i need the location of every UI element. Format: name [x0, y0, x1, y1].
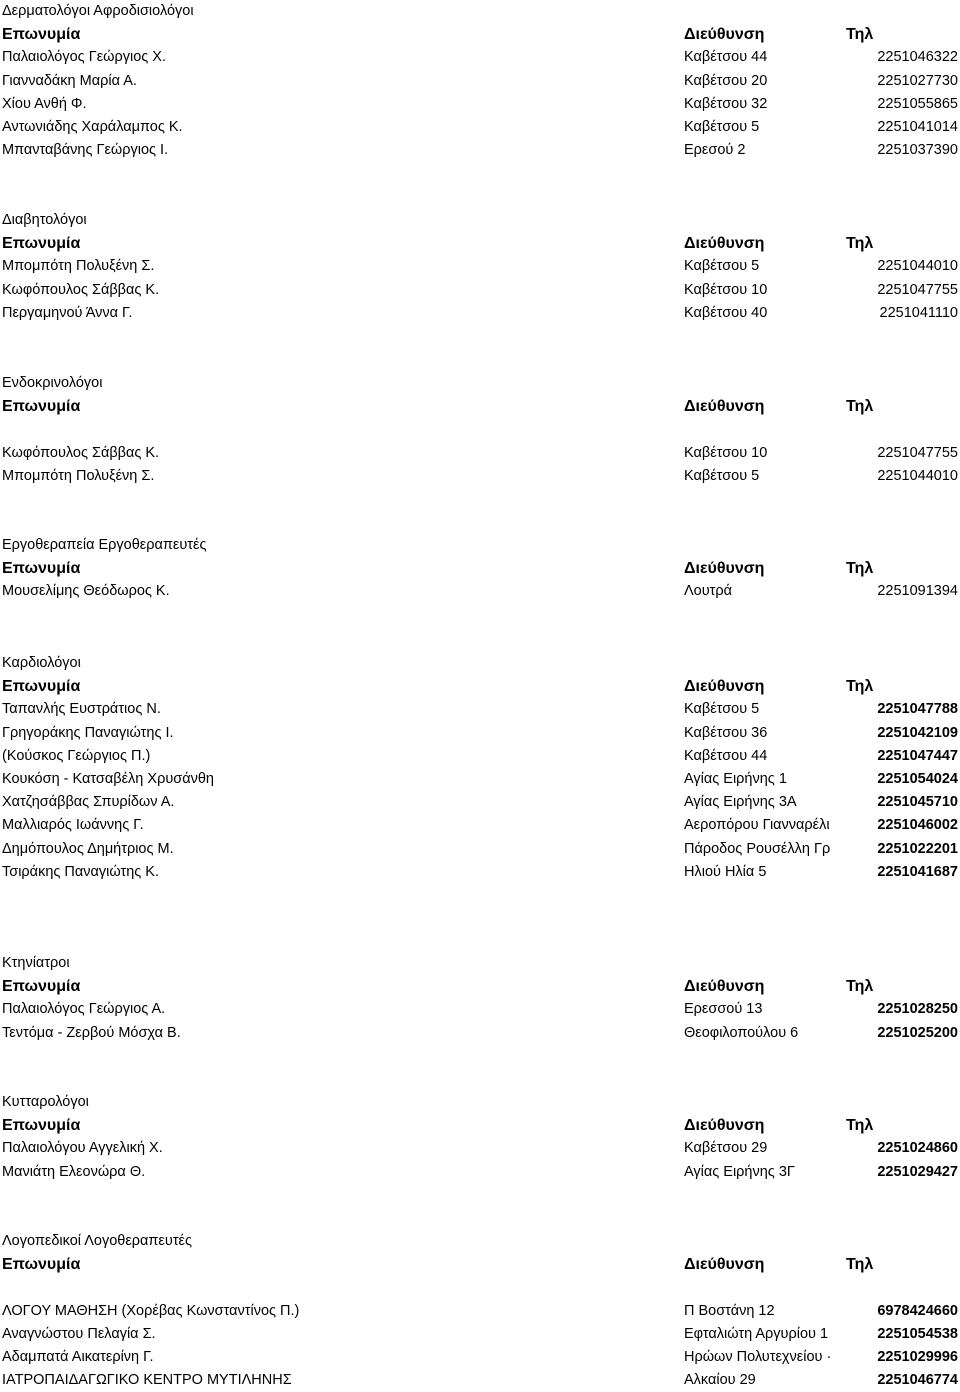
entry-name: Κωφόπουλος Σάββας Κ.: [2, 444, 160, 461]
table-row: [0, 442, 960, 465]
header-address: Διεύθυνση: [684, 560, 765, 578]
entry-name: (Κούσκος Γεώργιος Π.): [2, 747, 151, 764]
entry-address: Καβέτσου 36: [684, 724, 768, 741]
table-row: [0, 814, 960, 837]
entry-address: Θεοφιλοπούλου 6: [684, 1024, 799, 1041]
section-title: Λογοπεδικοί Λογοθεραπευτές: [2, 1233, 193, 1249]
entry-phone: 6978424660: [877, 1302, 958, 1319]
section-title: Ενδοκρινολόγοι: [2, 375, 103, 391]
entry-address: Πάροδος Ρουσέλλη Γρ: [684, 840, 831, 857]
entry-phone: 2251054538: [877, 1325, 958, 1342]
header-phone: Τηλ: [846, 398, 874, 416]
entry-phone: 2251046774: [877, 1372, 958, 1389]
table-row: [0, 93, 960, 116]
entry-address: Καβέτσου 29: [684, 1140, 768, 1157]
table-row: [0, 46, 960, 69]
header-name: Επωνυμία: [2, 398, 81, 416]
header-address: Διεύθυνση: [684, 1256, 765, 1274]
entry-phone: 2251041110: [879, 304, 958, 321]
header-address: Διεύθυνση: [684, 235, 765, 253]
entry-name: ΙΑΤΡΟΠΑΙΔΑΓΩΓΙΚΟ ΚΕΝΤΡΟ ΜΥΤΙΛΗΝΗΣ: [2, 1372, 292, 1389]
header-phone: Τηλ: [846, 678, 874, 696]
entry-name: Αντωνιάδης Χαράλαμπος Κ.: [2, 119, 183, 135]
entry-phone: 2251047447: [877, 747, 958, 764]
header-phone: Τηλ: [846, 560, 874, 578]
header-phone: Τηλ: [846, 1256, 874, 1274]
table-row: [0, 302, 960, 325]
header-address: Διεύθυνση: [684, 978, 765, 996]
entry-name: Παλαιολόγος Γεώργιος Α.: [2, 1001, 166, 1018]
table-row: [0, 722, 960, 745]
entry-phone: 2251091394: [877, 583, 958, 600]
header-phone: Τηλ: [846, 1117, 874, 1135]
header-name: Επωνυμία: [2, 26, 81, 44]
entry-address: Αγίας Ειρήνης 3Γ: [684, 1163, 795, 1180]
header-address: Διεύθυνση: [684, 678, 765, 696]
entry-address: Καβέτσου 40: [684, 304, 768, 321]
table-row: [0, 70, 960, 93]
entry-address: Ερεσσού 13: [684, 1001, 763, 1018]
entry-phone: 2251047788: [877, 701, 958, 718]
table-row: [0, 791, 960, 814]
section-title: Διαβητολόγοι: [2, 212, 87, 228]
entry-phone: 2251047755: [877, 444, 958, 461]
entry-address: Π Βοστάνη 12: [684, 1302, 775, 1319]
entry-address: Καβέτσου 5: [684, 119, 760, 135]
header-address: Διεύθυνση: [684, 398, 765, 416]
entry-name: Τεντόμα - Ζερβού Μόσχα Β.: [2, 1024, 181, 1041]
column-headers: [0, 395, 960, 418]
entry-name: Χίου Ανθή Φ.: [2, 95, 87, 112]
entry-address: Εφταλιώτη Αργυρίου 1: [684, 1325, 829, 1342]
entry-address: Αγίας Ειρήνης 1: [684, 771, 787, 787]
table-row: [0, 465, 960, 488]
column-headers: [0, 1253, 960, 1276]
entry-address: Αεροπόρου Γιανναρέλι: [684, 817, 830, 834]
column-headers: [0, 975, 960, 998]
header-name: Επωνυμία: [2, 1256, 81, 1274]
table-row: [0, 580, 960, 603]
column-headers: [0, 23, 960, 46]
section-title: Εργοθεραπεία Εργοθεραπευτές: [2, 537, 207, 553]
table-row: [0, 1346, 960, 1369]
table-row: [0, 745, 960, 768]
entry-name: Μπομπότη Πολυξένη Σ.: [2, 467, 155, 484]
entry-phone: 2251055865: [877, 95, 958, 112]
entry-phone: 2251027730: [877, 72, 958, 89]
table-row: [0, 255, 960, 278]
entry-address: Αλκαίου 29: [684, 1372, 756, 1389]
entry-address: Αγίας Ειρήνης 3Α: [684, 794, 797, 811]
header-address: Διεύθυνση: [684, 1117, 765, 1135]
entry-name: Κουκόση - Κατσαβέλη Χρυσάνθη: [2, 771, 214, 787]
table-row: [0, 768, 960, 791]
entry-phone: 2251028250: [877, 1001, 958, 1018]
table-row: [0, 1323, 960, 1346]
table-row: [0, 838, 960, 861]
entry-name: ΛΟΓΟΥ ΜΑΘΗΣΗ (Χορέβας Κωνσταντίνος Π.): [2, 1302, 300, 1319]
entry-address: Καβέτσου 44: [684, 747, 768, 764]
entry-phone: 2251045710: [877, 794, 958, 811]
table-row: [0, 279, 960, 302]
entry-address: Λουτρά: [684, 583, 733, 600]
table-row: [0, 698, 960, 721]
entry-address: Καβέτσου 32: [684, 95, 768, 112]
entry-name: Μαλλιαρός Ιωάννης Γ.: [2, 817, 144, 834]
entry-phone: 2251024860: [877, 1140, 958, 1157]
header-phone: Τηλ: [846, 235, 874, 253]
entry-name: Περγαμηνού Άννα Γ.: [2, 304, 133, 321]
section-title: Κτηνίατροι: [2, 955, 70, 971]
table-row: [0, 1022, 960, 1045]
entry-address: Καβέτσου 44: [684, 49, 768, 66]
entry-address: Ηλιού Ηλία 5: [684, 863, 767, 880]
entry-name: Χατζησάββας Σπυρίδων Α.: [2, 794, 175, 811]
entry-phone: 2251022201: [877, 840, 958, 857]
entry-name: Γιανναδάκη Μαρία Α.: [2, 72, 137, 89]
entry-name: Μουσελίμης Θεόδωρος Κ.: [2, 583, 170, 600]
entry-phone: 2251042109: [877, 724, 958, 741]
column-headers: [0, 557, 960, 580]
table-row: [0, 861, 960, 884]
header-phone: Τηλ: [846, 26, 874, 44]
entry-phone: 2251041687: [877, 863, 958, 880]
entry-phone: 2251047755: [877, 281, 958, 298]
entry-phone: 2251046322: [877, 49, 958, 66]
entry-name: Ταπανλής Ευστράτιος Ν.: [2, 701, 161, 718]
column-headers: [0, 232, 960, 255]
entry-phone: 2251044010: [877, 467, 958, 484]
table-row: [0, 1161, 960, 1184]
header-name: Επωνυμία: [2, 560, 81, 578]
entry-name: Αδαμπατά Αικατερίνη Γ.: [2, 1349, 154, 1365]
header-name: Επωνυμία: [2, 1117, 81, 1135]
entry-name: Παλαιολόγος Γεώργιος Χ.: [2, 49, 166, 66]
entry-phone: 2251025200: [877, 1024, 958, 1041]
entry-phone: 2251046002: [877, 817, 958, 834]
entry-phone: 2251037390: [877, 142, 958, 159]
entry-address: Ηρώων Πολυτεχνείου ·: [684, 1349, 832, 1365]
header-name: Επωνυμία: [2, 678, 81, 696]
entry-address: Καβέτσου 5: [684, 467, 760, 484]
column-headers: [0, 1114, 960, 1137]
entry-phone: 2251054024: [877, 771, 958, 787]
entry-phone: 2251029996: [877, 1349, 958, 1365]
header-name: Επωνυμία: [2, 235, 81, 253]
table-row: [0, 139, 960, 162]
entry-name: Παλαιολόγου Αγγελική Χ.: [2, 1140, 163, 1157]
entry-address: Ερεσού 2: [684, 142, 746, 159]
section-title: Καρδιολόγοι: [2, 655, 81, 671]
table-row: [0, 1300, 960, 1323]
entry-address: Καβέτσου 5: [684, 258, 760, 275]
entry-address: Καβέτσου 10: [684, 281, 768, 298]
section-title: Δερματολόγοι Αφροδισιολόγοι: [2, 3, 194, 19]
header-phone: Τηλ: [846, 978, 874, 996]
entry-phone: 2251029427: [877, 1163, 958, 1180]
entry-name: Μανιάτη Ελεονώρα Θ.: [2, 1163, 146, 1180]
entry-address: Καβέτσου 10: [684, 444, 768, 461]
column-headers: [0, 675, 960, 698]
table-row: [0, 1137, 960, 1160]
entry-name: Μπανταβάνης Γεώργιος Ι.: [2, 142, 169, 159]
header-name: Επωνυμία: [2, 978, 81, 996]
entry-address: Καβέτσου 5: [684, 701, 760, 718]
entry-phone: 2251044010: [877, 258, 958, 275]
entry-name: Μπομπότη Πολυξένη Σ.: [2, 258, 155, 275]
table-row: [0, 998, 960, 1021]
entry-name: Τσιράκης Παναγιώτης Κ.: [2, 863, 159, 880]
entry-name: Αναγνώστου Πελαγία Σ.: [2, 1325, 156, 1342]
entry-phone: 2251041014: [877, 119, 958, 135]
header-address: Διεύθυνση: [684, 26, 765, 44]
entry-name: Κωφόπουλος Σάββας Κ.: [2, 281, 160, 298]
entry-name: Γρηγοράκης Παναγιώτης Ι.: [2, 724, 174, 741]
entry-name: Δημόπουλος Δημήτριος Μ.: [2, 840, 174, 857]
section-title: Κυτταρολόγοι: [2, 1094, 89, 1110]
table-row: [0, 116, 960, 139]
entry-address: Καβέτσου 20: [684, 72, 768, 89]
